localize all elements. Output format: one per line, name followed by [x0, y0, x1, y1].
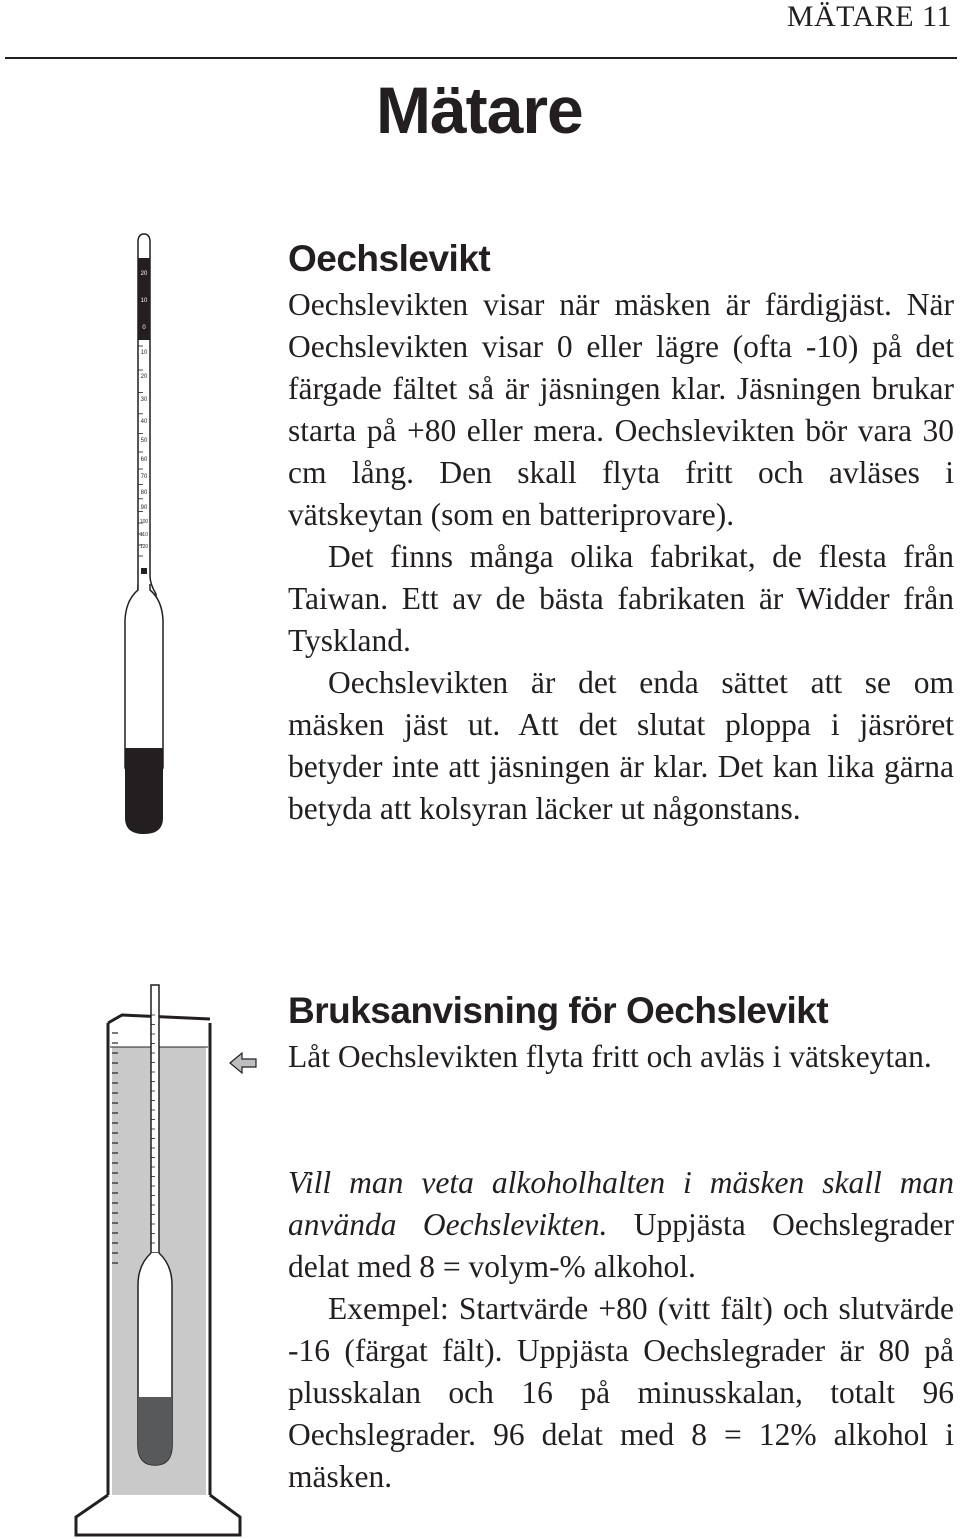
section-heading-bruksanvisning: Bruksanvisning för Oechslevikt [288, 990, 829, 1031]
paragraph: Det finns många olika fabrikat, de flesta från Taiwan. Ett av de bästa fabrikaten är Widder från Tyskland. [288, 539, 954, 658]
paragraph-alcohol-formula [288, 1162, 954, 1288]
scale-label-zero: 0 [142, 325, 146, 331]
scale-label-90: 90 [140, 505, 148, 511]
scale-label-neg-10: 10 [140, 298, 148, 304]
scale-label-60: 60 [140, 457, 148, 463]
paragraph: Oechslevikten är det enda sättet att se om mäsken jäst ut. Att det slutat ploppa i jäsröret betyder inte att jäsningen är klar. Det kan lika gärna betyda att kolsyran läcker ut någonstans. [288, 665, 954, 826]
scale-label-30: 30 [140, 397, 148, 403]
scale-label-80: 80 [140, 490, 148, 496]
chapter-title: Mätare [376, 73, 583, 147]
paragraph-example: Exempel: Startvärde +80 (vitt fält) och slutvärde -16 (färgat fält). Uppjästa Oechslegrader är 80 på plusskalan och 16 på minusskalan, totalt 96 Oechslegrader. 96 delat med 8 = 12% alkohol i mäsken. [288, 1291, 954, 1494]
italic-lead: Vill man veta alkoholhalten i mäsken skall man använda Oechslevikten. [288, 1165, 954, 1242]
scale-label-70: 70 [140, 474, 148, 480]
scale-label-neg-20: 20 [140, 271, 148, 277]
running-header: MÄTARE 11 [786, 0, 952, 33]
alcohol-calculation-body [288, 1162, 954, 1498]
scale-label-20: 20 [140, 374, 148, 380]
scale-label-10: 10 [140, 350, 148, 356]
section-heading-oechslevikt: Oechslevikt [288, 238, 491, 279]
formula-text: Uppjästa Oechslegrader delat med 8 = volym-% alkohol. [288, 1207, 954, 1284]
scale-label-50: 50 [140, 438, 148, 444]
section-oechslevikt-body [288, 284, 954, 830]
scale-label-100: 100 [139, 519, 149, 525]
hydrometer-illustration [108, 228, 188, 840]
scale-label-120: 120 [139, 544, 149, 550]
paragraph: Låt Oechslevikten flyta fritt och avläs i vätskeytan. [288, 1039, 932, 1074]
measuring-cylinder-illustration [60, 975, 260, 1539]
section-bruksanvisning-body [288, 1036, 954, 1078]
liquid-surface-arrow-icon [230, 1053, 256, 1073]
paragraph: Oechslevikten visar när mäsken är färdigjäst. När Oechslevikten visar 0 eller lägre (ofta -10) på det färgade fältet så är jäsningen klar. Jäsningen brukar starta på +80 eller mera. Oechslevikten bör vara 30 cm lång. Den skall flyta fritt och avläses i vätskeytan (som en batteriprovare). [288, 287, 954, 532]
scale-label-40: 40 [140, 419, 148, 425]
header-divider [5, 57, 957, 59]
scale-label-110: 110 [140, 532, 148, 538]
maker-mark-icon [141, 568, 147, 574]
